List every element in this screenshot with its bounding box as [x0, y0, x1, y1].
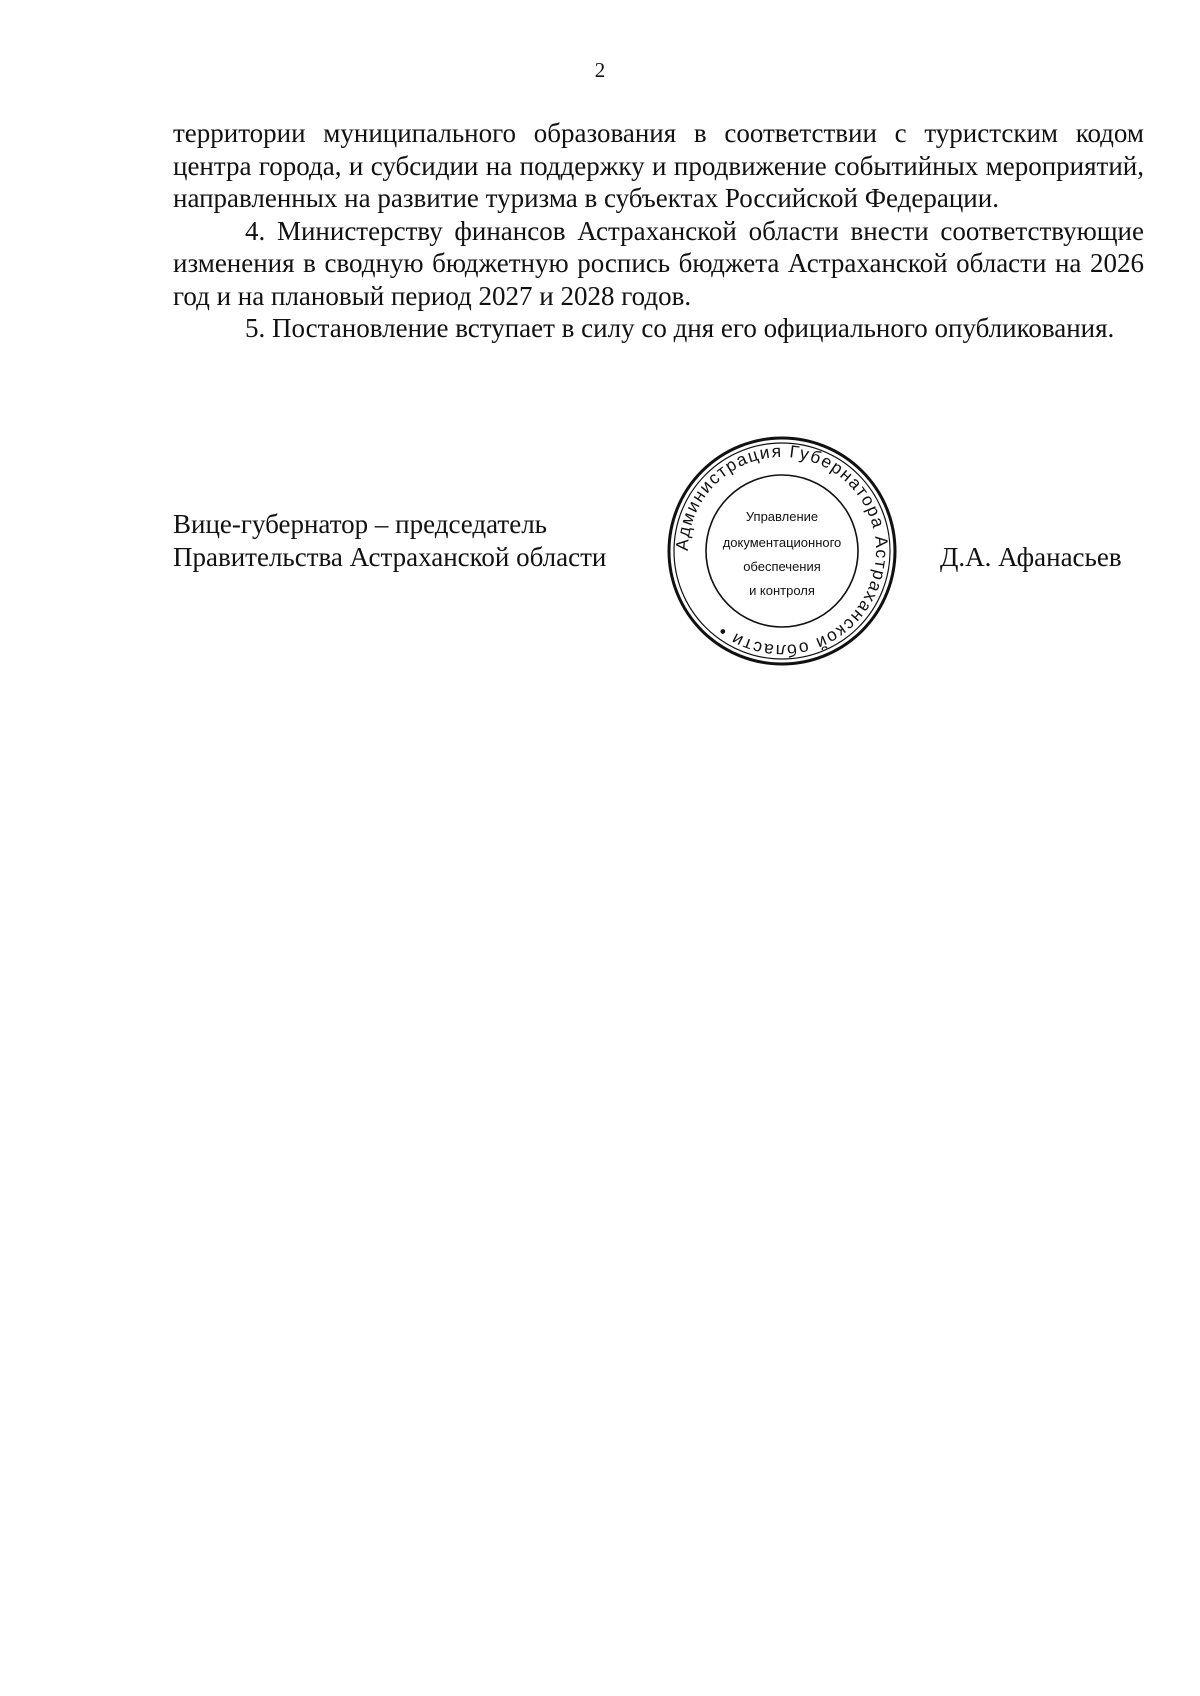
seal-graphic	[666, 435, 898, 667]
page-number: 2	[594, 58, 606, 82]
seal-ring-textpath: Администрация Губернатора Астраханской области •	[671, 440, 893, 662]
paragraph-item-4: 4. Министерству финансов Астраханской области внести соответствующие изменения в сводную бюджетную роспись бюджета Астраханской области на 2026 год и на плановый период 2027 и 2028 годов.	[173, 215, 1144, 311]
seal-center-line-4: и контроля	[749, 583, 815, 598]
signatory-name: Д.А. Афанасьев	[940, 542, 1122, 572]
seal-center-line-3: обеспечения	[743, 559, 821, 574]
signatory-position-line-1: Вице-губернатор – председатель	[173, 509, 547, 539]
paragraph-item-5: 5. Постановление вступает в силу со дня его официального опубликования.	[245, 313, 1115, 343]
document-body	[173, 117, 1144, 345]
signatory-position-line-2: Правительства Астраханской области	[173, 542, 607, 572]
official-seal	[666, 435, 898, 667]
paragraph-continuation: территории муниципального образования в соответствии с туристским кодом центра города, и субсидии на поддержку и продвижение событийных мероприятий, направленных на развитие туризма в субъектах Российской Федерации.	[173, 118, 1144, 213]
seal-outer-ring	[669, 438, 895, 664]
seal-center-line-2: документационного	[722, 535, 842, 550]
seal-ring-text	[672, 441, 892, 661]
signatory-position	[173, 508, 606, 574]
seal-center-line-1: Управление	[745, 509, 819, 524]
seal-inner-ring	[706, 475, 858, 627]
